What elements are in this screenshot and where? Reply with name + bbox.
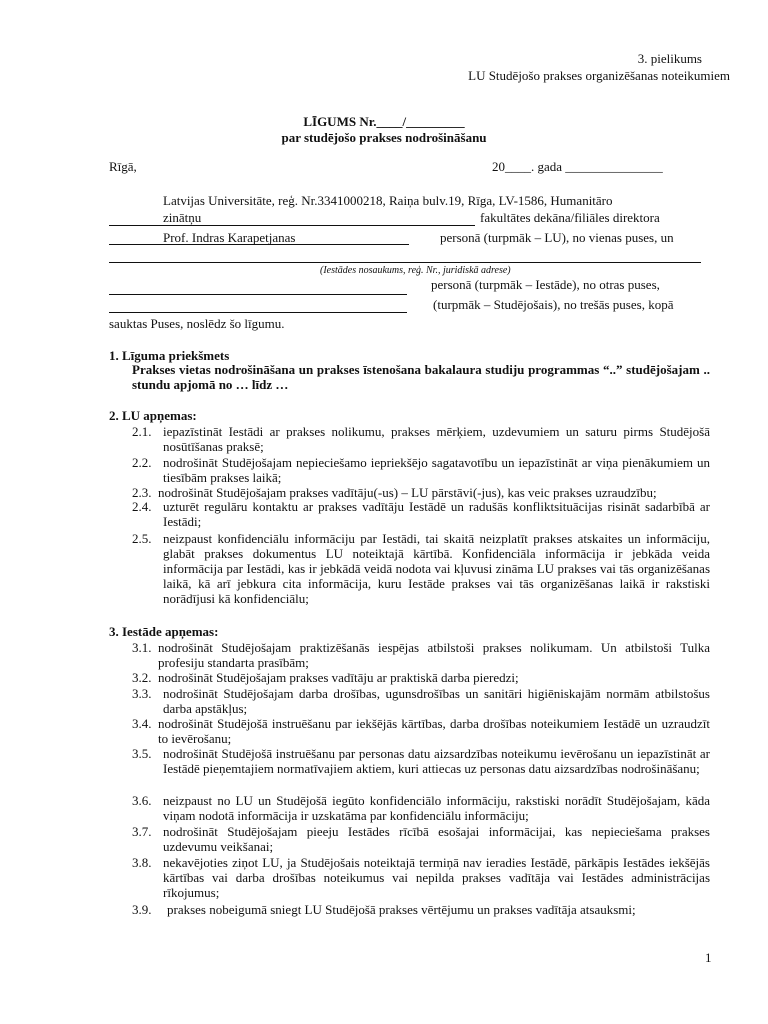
place: Rīgā, bbox=[109, 159, 137, 174]
institution-hint: (Iestādes nosaukums, reģ. Nr., juridiskā adrese) bbox=[320, 265, 511, 276]
person-name: Prof. Indras Karapetjanas bbox=[163, 230, 296, 245]
item-number: 3.2. bbox=[132, 670, 152, 685]
section3-heading: 3. Iestāde apņemas: bbox=[109, 624, 219, 639]
lu-details: Latvijas Universitāte, reģ. Nr.3341000218, Raiņa bulv.19, Rīga, LV-1586, Humanitāro bbox=[163, 193, 613, 208]
regulation-label: LU Studējošo prakses organizēšanas noteikumiem bbox=[468, 68, 730, 83]
institution-person: personā (turpmāk – Iestāde), no otras puses, bbox=[431, 277, 660, 292]
item-text: nodrošināt Studējošajam pieeju Iestādes rīcībā esošajai informācijai, kas nepieciešama prakses uzdevumu veikšanai; bbox=[163, 824, 710, 854]
item-number: 2.1. bbox=[132, 424, 152, 439]
student-person-line bbox=[109, 312, 407, 313]
item-text: nodrošināt Studējošajam darba drošības, ugunsdrošības un sanitāri higiēniskajām normām atbilstošus darba apstākļus; bbox=[163, 686, 710, 716]
item-number: 3.5. bbox=[132, 746, 152, 761]
item-text: nodrošināt Studējošā instruēšanu par personas datu aizsardzības noteikumu ievērošanu un iepazīstināt ar Iestādē pieņemtajiem normatīvajiem aktiem, kuri attiecas uz personas datu aizsardzības nodrošināšanu; bbox=[163, 746, 710, 776]
faculty-word: zinātņu bbox=[163, 210, 202, 225]
item-number: 3.1. bbox=[132, 640, 152, 655]
contract-subtitle: par studējošo prakses nodrošināšanu bbox=[281, 130, 487, 145]
item-text: nodrošināt Studējošajam praktizēšanās iespējas atbilstoši prakses nolikumam. Un atbilstoši Tulka profesiju standarta prasībām; bbox=[158, 640, 710, 670]
section2-heading: 2. LU apņemas: bbox=[109, 408, 197, 423]
date-line: 20____. gada _______________ bbox=[492, 159, 663, 174]
item-text: nodrošināt Studējošajam prakses vadītāju ar praktiskā darba pieredzi; bbox=[158, 670, 519, 685]
item-text: neizpaust no LU un Studējošā iegūto konfidenciālo informāciju, rakstiski norādīt Studējošajam, kāda viņam nodotā informācija ir uzskatāma par konfidenciālu informāciju; bbox=[163, 793, 710, 823]
section1-heading: 1. Līguma priekšmets bbox=[109, 348, 230, 363]
appendix-label: 3. pielikums bbox=[637, 51, 702, 66]
institution-person-line bbox=[109, 294, 407, 295]
student-person: (turpmāk – Studējošais), no trešās puses, kopā bbox=[433, 297, 674, 312]
item-number: 2.2. bbox=[132, 455, 152, 470]
item-text: uzturēt regulāru kontaktu ar prakses vadītāju Iestādē un radušās konfliktsituācijas risināt sadarbībā ar Iestādi; bbox=[163, 499, 710, 529]
item-text: neizpaust konfidenciālu informāciju par Iestādi, tai skaitā neizplatīt prakses atskaites un informāciju, glabāt prakses dokumentus LU noteiktajā kārtībā. Konfidenciāla informācija ir jebkāda veida informācija par Iestādi, kas ir jebkādā veidā nodota vai kļuvusi zināma LU prakses vai tās organizēšanas laikā, kā arī jebkura cita informācija, kuru Iestāde prakses vai tās organizēšanas laikā ir rakstiski norādījusi kā konfidenciālu; bbox=[163, 531, 710, 606]
item-text: prakses nobeigumā sniegt LU Studējošā prakses vērtējumu un prakses vadītāja atsauksmi; bbox=[167, 902, 636, 917]
item-text: nodrošināt Studējošajam nepieciešamo iepriekšējo sagatavotību un iepazīstināt ar viņa pienākumiem un tiesībām prakses laikā; bbox=[163, 455, 710, 485]
item-number: 3.6. bbox=[132, 793, 152, 808]
section1-text: Prakses vietas nodrošināšana un prakses īstenošana bakalaura studiju programmas “..” studējošajam .. stundu apjomā no … līdz … bbox=[132, 362, 710, 392]
item-text: nekavējoties ziņot LU, ja Studējošais noteiktajā termiņā nav ieradies Iestādē, pārkāpis Iestādes iekšējās kārtības vai darba drošības noteikumus vai nepilda prakses vadītāja vai Iestādes administrācijas rīkojumus; bbox=[163, 855, 710, 900]
item-number: 3.4. bbox=[132, 716, 152, 731]
item-number: 3.9. bbox=[132, 902, 152, 917]
item-number: 2.4. bbox=[132, 499, 152, 514]
item-number: 2.5. bbox=[132, 531, 152, 546]
page-number: 1 bbox=[705, 950, 712, 965]
item-number: 3.8. bbox=[132, 855, 152, 870]
item-text: iepazīstināt Iestādi ar prakses nolikumu, prakses mērķiem, uzdevumiem un saturu pirms Studējošā nosūtīšanas praksē; bbox=[163, 424, 710, 454]
item-number: 3.3. bbox=[132, 686, 152, 701]
faculty-suffix: fakultātes dekāna/filiāles direktora bbox=[480, 210, 660, 225]
contract-title: LĪGUMS Nr.____/_________ bbox=[303, 114, 465, 129]
closing-text: sauktas Puses, noslēdz šo līgumu. bbox=[109, 316, 285, 331]
person-suffix: personā (turpmāk – LU), no vienas puses, un bbox=[440, 230, 674, 245]
item-number: 2.3. bbox=[132, 485, 152, 500]
item-text: nodrošināt Studējošajam prakses vadītāju(-us) – LU pārstāvi(-jus), kas veic prakses uzraudzību; bbox=[158, 485, 657, 500]
item-text: nodrošināt Studējošā instruēšanu par iekšējās kārtības, darba drošības noteikumiem Iestādē un uzraudzīt to ievērošanu; bbox=[158, 716, 710, 746]
item-number: 3.7. bbox=[132, 824, 152, 839]
faculty-line bbox=[109, 225, 475, 226]
